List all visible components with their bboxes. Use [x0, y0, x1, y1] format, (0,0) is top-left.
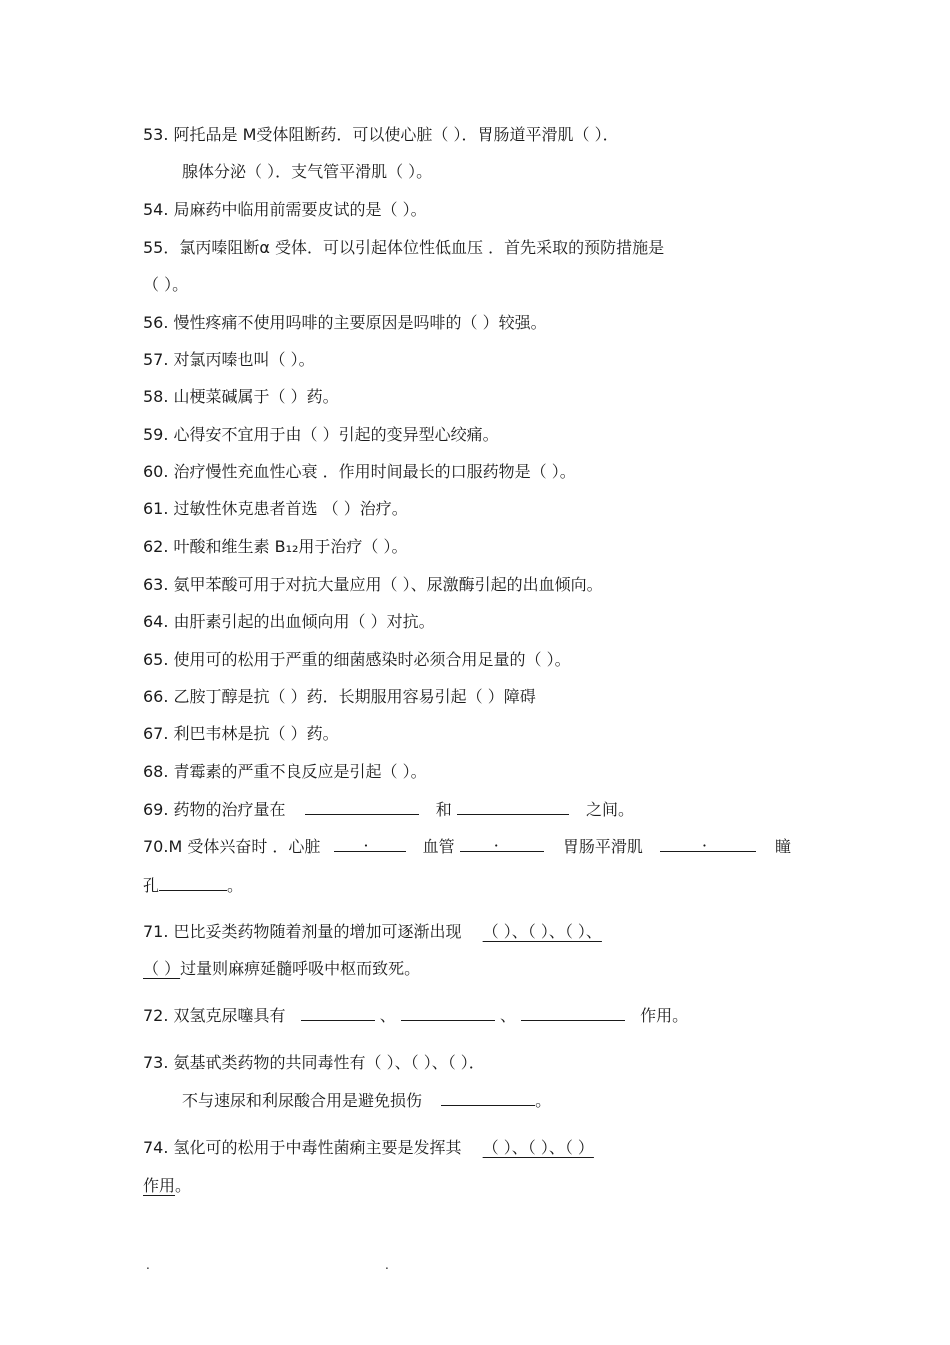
blank	[401, 1006, 495, 1021]
q74-line1	[143, 1138, 594, 1158]
question-63: 63. 氨甲苯酸可用于对抗大量应用（ ）、尿激酶引起的出血倾向。	[143, 575, 603, 594]
q74-blanks: （ ）、（ ）、（ ）	[482, 1138, 594, 1157]
q74-effect: 作用	[143, 1176, 176, 1195]
q72-sep: 、	[379, 1006, 396, 1025]
q70-line1	[143, 831, 792, 857]
question-66: 66. 乙胺丁醇是抗（ ）药．长期服用容易引起（ ）障碍	[143, 687, 536, 706]
q74-period: 。	[175, 1176, 192, 1195]
q71-line1	[143, 922, 602, 942]
question-59: 59. 心得安不宜用于由（ ）引起的变异型心绞痛。	[143, 425, 499, 444]
question-56: 56. 慢性疼痛不使用吗啡的主要原因是吗啡的（ ）较强。	[143, 313, 547, 332]
blank	[441, 1091, 535, 1106]
q70-dot: ．	[493, 831, 510, 850]
q70-vessel: 血管	[422, 837, 455, 856]
q71-blanks: （ ）、（ ）、（ ）、	[482, 922, 602, 941]
blank	[521, 1006, 625, 1021]
blank	[457, 800, 569, 815]
q55-line1: 55．氯丙嗪阻断α 受体．可以引起体位性低血压 ．首先采取的预防措施是	[143, 238, 665, 257]
q69-end: 之间。	[585, 800, 634, 819]
question-57: 57. 对氯丙嗪也叫（ ）。	[143, 350, 315, 369]
q70-dot: ．	[363, 831, 380, 850]
q71-line2	[143, 959, 420, 979]
q70-pupil-end: 孔	[143, 876, 160, 895]
q71-text: 71. 巴比妥类药物随着剂量的增加可逐渐出现	[143, 922, 462, 941]
q53-line2: 腺体分泌（ ）．支气管平滑肌（ ）。	[182, 162, 433, 181]
footer-dot: .	[146, 1258, 150, 1272]
q69-text: 69. 药物的治疗量在	[143, 800, 286, 819]
question-68: 68. 青霉素的严重不良反应是引起（ ）。	[143, 762, 427, 781]
blank	[305, 800, 419, 815]
q72-sep: 、	[499, 1006, 516, 1025]
blank	[334, 831, 406, 852]
q73-line2	[182, 1091, 551, 1111]
blank	[301, 1006, 375, 1021]
q71-blank: （ ）	[143, 959, 181, 978]
question-60: 60. 治疗慢性充血性心衰 ．作用时间最长的口服药物是（ ）。	[143, 462, 576, 481]
q72-end: 作用。	[640, 1006, 689, 1025]
q72-text: 72. 双氢克尿噻具有	[143, 1006, 286, 1025]
question-65: 65. 使用可的松用于严重的细菌感染时必须合用足量的（ ）。	[143, 650, 571, 669]
q74-text: 74. 氢化可的松用于中毒性菌痢主要是发挥其	[143, 1138, 462, 1157]
q73-line1: 73. 氨基甙类药物的共同毒性有（ ）、（ ）、（ ）．	[143, 1053, 485, 1072]
question-54: 54. 局麻药中临用前需要皮试的是（ ）。	[143, 200, 427, 219]
q69-and: 和	[435, 800, 452, 819]
q73-text: 不与速尿和利尿酸合用是避免损伤	[182, 1091, 423, 1110]
q70-text: 70.M 受体兴奋时 ．心脏	[143, 837, 321, 856]
question-69	[143, 800, 634, 820]
q70-period: 。	[227, 876, 244, 895]
question-58: 58. 山梗菜碱属于（ ）药。	[143, 387, 339, 406]
footer-dot: .	[385, 1258, 389, 1272]
q70-line2	[143, 876, 243, 896]
question-61: 61. 过敏性休克患者首选 （ ）治疗。	[143, 499, 408, 518]
question-62: 62. 叶酸和维生素 B₁₂用于治疗（ ）。	[143, 537, 408, 556]
question-64: 64. 由肝素引起的出血倾向用（ ）对抗。	[143, 612, 435, 631]
question-67: 67. 利巴韦林是抗（ ）药。	[143, 724, 339, 743]
question-72	[143, 1006, 688, 1026]
blank	[159, 876, 227, 891]
q71-text2: 过量则麻痹延髓呼吸中枢而致死。	[180, 959, 421, 978]
q55-line2: （ ）。	[143, 275, 189, 294]
q70-gi: 胃肠平滑肌	[562, 837, 643, 856]
blank	[460, 831, 544, 852]
q74-line2	[143, 1176, 191, 1196]
blank	[660, 831, 756, 852]
q53-line1: 53. 阿托品是 M受体阻断药．可以使心脏（ ）．胃肠道平滑肌（ ）．	[143, 125, 619, 144]
q70-dot: ．	[701, 831, 718, 850]
q70-pupil: 瞳	[775, 837, 792, 856]
q73-period: 。	[535, 1091, 552, 1110]
